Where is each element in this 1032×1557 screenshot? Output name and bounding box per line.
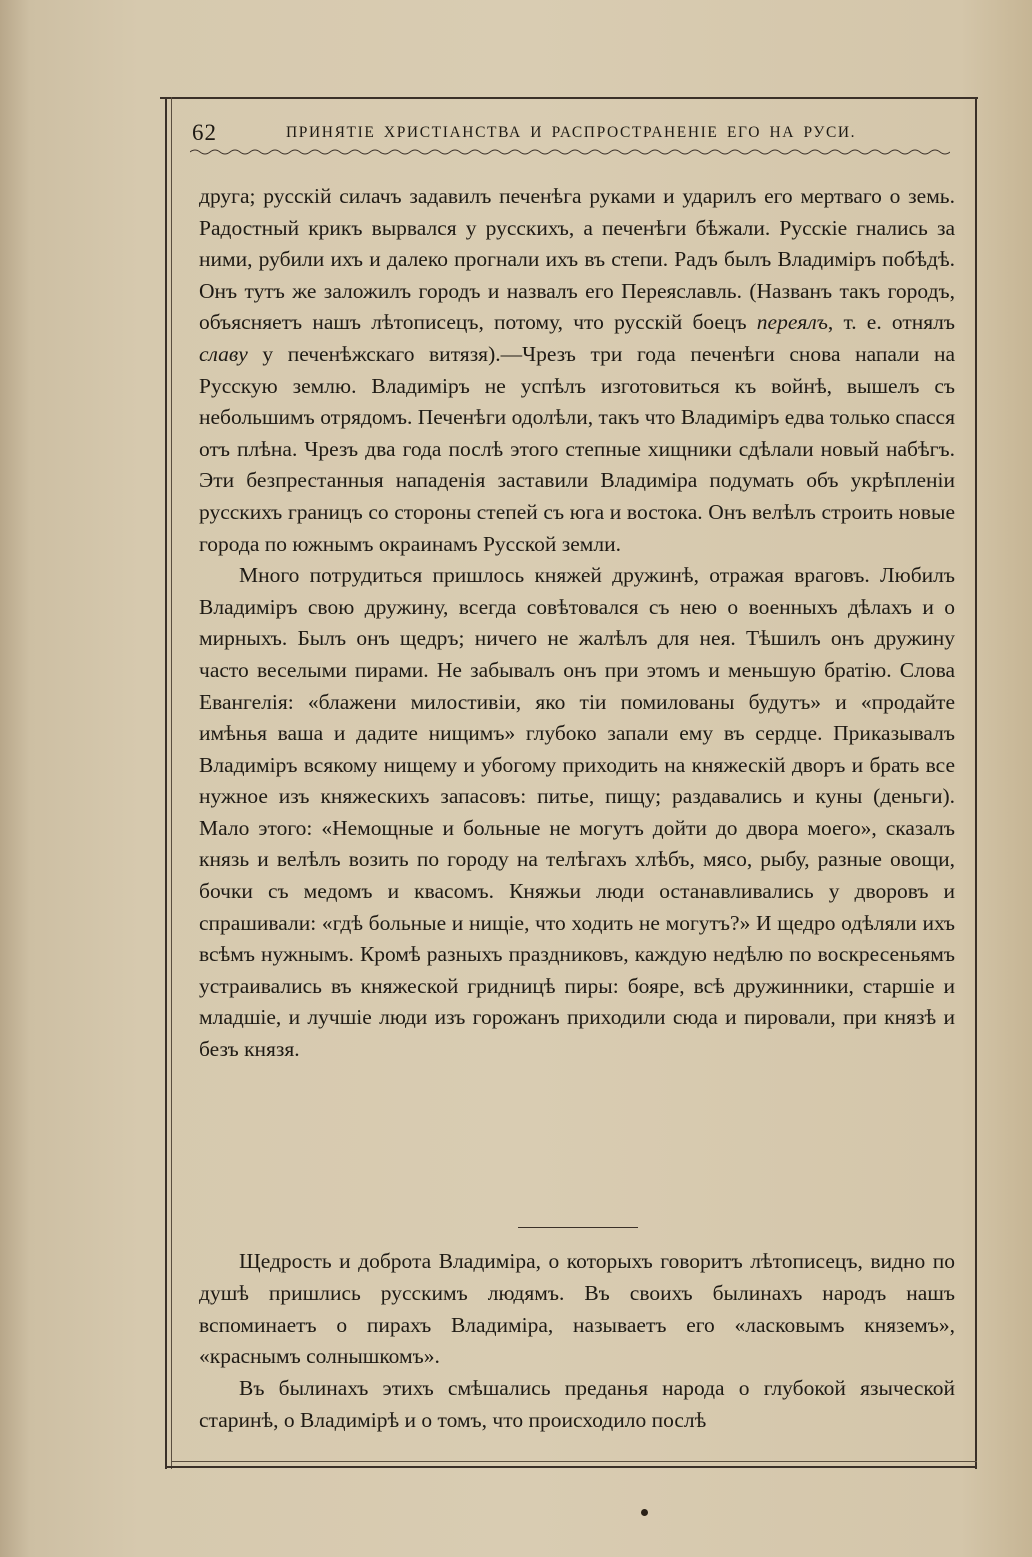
frame-bottom-rule — [165, 1466, 977, 1468]
ink-speck — [641, 1509, 648, 1516]
text-run: , т. е. отнялъ — [827, 310, 955, 335]
paragraph — [199, 560, 955, 1066]
wavy-header-rule — [190, 148, 950, 156]
frame-right-rule — [975, 97, 977, 1469]
page-header — [190, 118, 960, 152]
frame-left-rule — [165, 97, 167, 1469]
paragraph: Въ былинахъ этихъ смѣшались преданья народа о глубокой языческой старинѣ, о Владимірѣ и о томъ, что происходило послѣ — [199, 1376, 955, 1432]
main-text — [199, 181, 955, 1066]
text-run: Много потрудиться пришлось княжей дружинѣ, отражая враговъ. Любилъ Владиміръ свою дружину, всегда совѣтовался съ нею о военныхъ дѣлахъ и о мирныхъ. Былъ онъ щедръ; ничего не жалѣлъ для нея. Тѣшилъ онъ дружину часто веселыми пирами. Не забывалъ онъ при этомъ и меньшую братію. Слова Евангелія: «блажени милостивіи, яко тіи помилованы будутъ» и «продайте имѣнья ваша и дадите нищимъ» глубоко запали ему въ сердце. Приказывалъ Владиміръ всякому нищему и убогому приходить на княжескій дворъ и брать все нужное изъ княжескихъ запасовъ: питье, пищу; раздавались и куны (деньги). Мало этого: «Немощные и больные не могутъ дойти до двора моего», сказалъ князь и велѣлъ возить по городу на телѣгахъ хлѣбъ, мясо, рыбу, разные овощи, бочки съ медомъ и квасомъ. Княжьи люди останавливались у дворовъ и спрашивали: «гдѣ больные и нищіе, что ходить не могутъ?» И щедро одѣляли ихъ всѣмъ нужнымъ. Кромѣ разныхъ праздниковъ, каждую недѣлю по воскресеньямъ устраивались въ княжеской гридницѣ пиры: бояре, всѣ дружинники, старшіе и младшіе, и лучшіе люди изъ горожанъ приходили сюда и пировали, при князѣ и безъ князя. — [199, 563, 955, 1062]
page-number: 62 — [192, 120, 217, 145]
running-title: ПРИНЯТІЕ ХРИСТІАНСТВА И РАСПРОСТРАНЕНІЕ ЕГО НА РУСИ. — [286, 124, 857, 141]
text-run: друга; русскій силачъ задавилъ печенѣга руками и ударилъ его мертваго о земь. Радостный крикъ вырвался у русскихъ, а печенѣги бѣжали. Русскіе гнались за ними, рубили ихъ и далеко прогнали ихъ въ степи. Радъ былъ Владиміръ побѣдѣ. Онъ тутъ же заложилъ городъ и назвалъ его Переяславль. (Названъ такъ городъ, объясняетъ нашъ лѣтописецъ, потому, что русскій боецъ — [199, 184, 955, 335]
closing-text — [199, 1246, 955, 1437]
italic-word: переялъ — [756, 310, 828, 335]
paragraph: Щедрость и доброта Владиміра, о которыхъ говоритъ лѣтописецъ, видно по душѣ пришлись русскимъ людямъ. Въ своихъ былинахъ народъ нашъ вспоминаетъ о пирахъ Владиміра, называетъ его «ласковымъ княземъ», «краснымъ солнышкомъ». — [199, 1249, 955, 1369]
frame-top-rule — [160, 97, 978, 99]
section-separator — [518, 1227, 638, 1228]
frame-left-inner-rule — [171, 97, 172, 1469]
text-run: у печенѣжскаго витязя).—Чрезъ три года печенѣги снова напали на Русскую землю. Владиміръ не успѣлъ изготовиться къ войнѣ, вышелъ съ небольшимъ отрядомъ. Печенѣги одолѣли, такъ что Владиміръ едва только спасся отъ плѣна. Чрезъ два года послѣ этого степные хищники сдѣлали новый набѣгъ. Эти безпрестанныя нападенія заставили Владиміра подумать объ укрѣпленіи русскихъ границъ со стороны степей съ юга и востока. Онъ велѣлъ строить новые города по южнымъ окраинамъ Русской земли. — [199, 341, 955, 556]
italic-word: славу — [199, 341, 248, 366]
frame-bottom-inner-rule — [171, 1461, 977, 1462]
paragraph — [199, 181, 955, 560]
